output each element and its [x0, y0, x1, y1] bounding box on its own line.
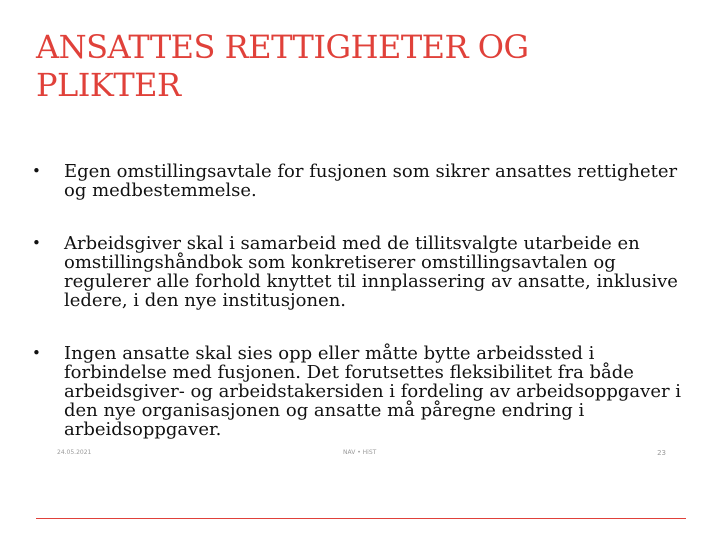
- bullet-marker: •: [32, 162, 41, 180]
- footer-center-text: NAV • HiST: [343, 449, 377, 456]
- bullet-list: [32, 162, 682, 473]
- footer-date: 24.05.2021: [57, 449, 92, 456]
- bullet-text: Arbeidsgiver skal i samarbeid med de tillitsvalgte utarbeide en omstillingshåndbok som konkretiserer omstillingsavtalen og regulerer alle forhold knyttet til innplassering av ansatte, inklusive ledere, i den nye institusjonen.: [64, 233, 678, 311]
- slide-title: ANSATTES RETTIGHETER OG PLIKTER: [36, 28, 529, 104]
- bullet-text: Egen omstillingsavtale for fusjonen som sikrer ansattes rettigheter og medbestemmelse.: [64, 161, 678, 201]
- bullet-marker: •: [32, 344, 41, 362]
- bullet-marker: •: [32, 234, 41, 252]
- bullet-item: [32, 344, 682, 439]
- bullet-item: [32, 162, 682, 200]
- page-number: 23: [657, 449, 666, 457]
- bullet-text: Ingen ansatte skal sies opp eller måtte bytte arbeidssted i forbindelse med fusjonen. Det forutsettes fleksibilitet fra både arbeidsgiver- og arbeidstakersiden i fordeling av arbeidsoppgaver i den nye organisasjonen og ansatte må påregne endring i arbeidsoppgaver.: [64, 343, 682, 440]
- bullet-item: [32, 234, 682, 310]
- footer-divider: [36, 518, 686, 519]
